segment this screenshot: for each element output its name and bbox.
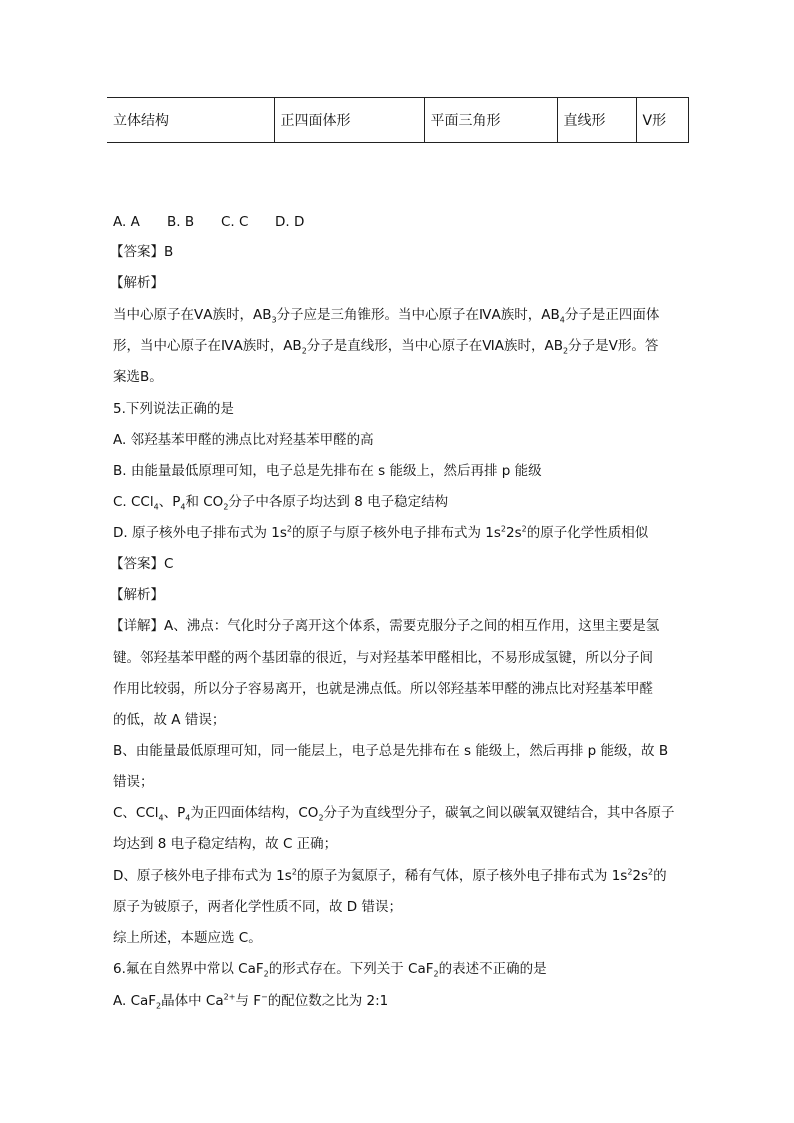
q4-option-b: B. B bbox=[167, 214, 195, 230]
q5-detail-d-line-2: 原子为铍原子，两者化学性质不同，故 D 错误； bbox=[113, 899, 402, 915]
q5-detail-b-line-2: 错误； bbox=[113, 774, 154, 790]
q5-detail-b-line-1: B、由能量最低原理可知，同一能层上，电子总是先排布在 s 能级上，然后再排 p 能级，故 B bbox=[113, 743, 669, 759]
q5-option-b: B. 由能量最低原理可知，电子总是先排布在 s 能级上，然后再排 p 能级 bbox=[113, 463, 542, 479]
q6-option-a: A. CaF$_2$晶体中 $Ca^{2+}$与 F−的配位数之比为 2:1 bbox=[113, 992, 389, 1011]
table-cell: V形 bbox=[636, 98, 688, 143]
table-cell: 正四面体形 bbox=[274, 98, 424, 143]
q4-option-c: C. C bbox=[221, 214, 249, 230]
q4-analysis-line-2: 形，当中心原子在ⅣA族时，$AB_2$分子是直线形，当中心原子在ⅥA族时，$AB_2$分子是V形。答 bbox=[113, 338, 659, 356]
q4-analysis-line-1: 当中心原子在ⅤA族时，$AB_3$分子应是三角锥形。当中心原子在ⅣA族时，$AB_4$分子是正四面体 bbox=[113, 307, 660, 325]
q5-answer: 【答案】C bbox=[110, 556, 174, 572]
q5-detail-c-line-1: C、CCl$_4$、$P_4$为正四面体结构，$CO_2$分子为直线型分子，碳氧之间以碳氧双键结合，其中各原子 bbox=[113, 805, 675, 823]
table-cell: 直线形 bbox=[557, 98, 636, 143]
q5-stem: 5.下列说法正确的是 bbox=[113, 401, 234, 417]
table-cell-header: 立体结构 bbox=[107, 98, 274, 143]
q5-detail-line-4: 的低，故 A 错误； bbox=[113, 712, 226, 728]
q5-detail-line-1: 【详解】A、沸点：气化时分子离开这个体系，需要克服分子之间的相互作用，这里主要是氢 bbox=[110, 618, 660, 634]
table-cell: 平面三角形 bbox=[424, 98, 557, 143]
q4-options bbox=[113, 212, 304, 232]
q5-detail-d-line-1: D、原子核外电子排布式为 $1s^2$的原子为氦原子，稀有气体，原子核外电子排布式为 $1s^22s^2$的 bbox=[113, 867, 667, 884]
q5-analysis-label: 【解析】 bbox=[110, 587, 164, 603]
q5-detail-line-2: 键。邻羟基苯甲醛的两个基团靠的很近，与对羟基苯甲醛相比，不易形成氢键，所以分子间 bbox=[113, 650, 653, 666]
structure-table bbox=[107, 97, 689, 143]
q5-summary: 综上所述，本题应选 C。 bbox=[113, 930, 262, 946]
q4-analysis-label: 【解析】 bbox=[110, 275, 164, 291]
q5-option-c: C. CCl$_4$、$P_4$和 $CO_2$分子中各原子均达到 8 电子稳定结构 bbox=[113, 494, 449, 512]
q5-detail-c-line-2: 均达到 8 电子稳定结构，故 C 正确； bbox=[113, 836, 338, 852]
q4-option-a: A. A bbox=[113, 214, 140, 230]
q6-stem: 6.氟在自然界中常以 CaF$_2$的形式存在。下列关于 CaF$_2$的表述不正确的是 bbox=[113, 961, 547, 979]
q5-detail-line-3: 作用比较弱，所以分子容易离开，也就是沸点低。所以邻羟基苯甲醛的沸点比对羟基苯甲醛 bbox=[113, 681, 653, 697]
q4-analysis-line-3: 案选B。 bbox=[113, 369, 163, 385]
q4-option-d: D. D bbox=[275, 214, 305, 230]
q5-option-d: D. 原子核外电子排布式为 $1s^2$的原子与原子核外电子排布式为 $1s^22s^2$的原子化学性质相似 bbox=[113, 524, 649, 541]
table-row bbox=[107, 98, 688, 143]
q4-answer: 【答案】B bbox=[110, 244, 174, 260]
q5-option-a: A. 邻羟基苯甲醛的沸点比对羟基苯甲醛的高 bbox=[113, 432, 374, 448]
